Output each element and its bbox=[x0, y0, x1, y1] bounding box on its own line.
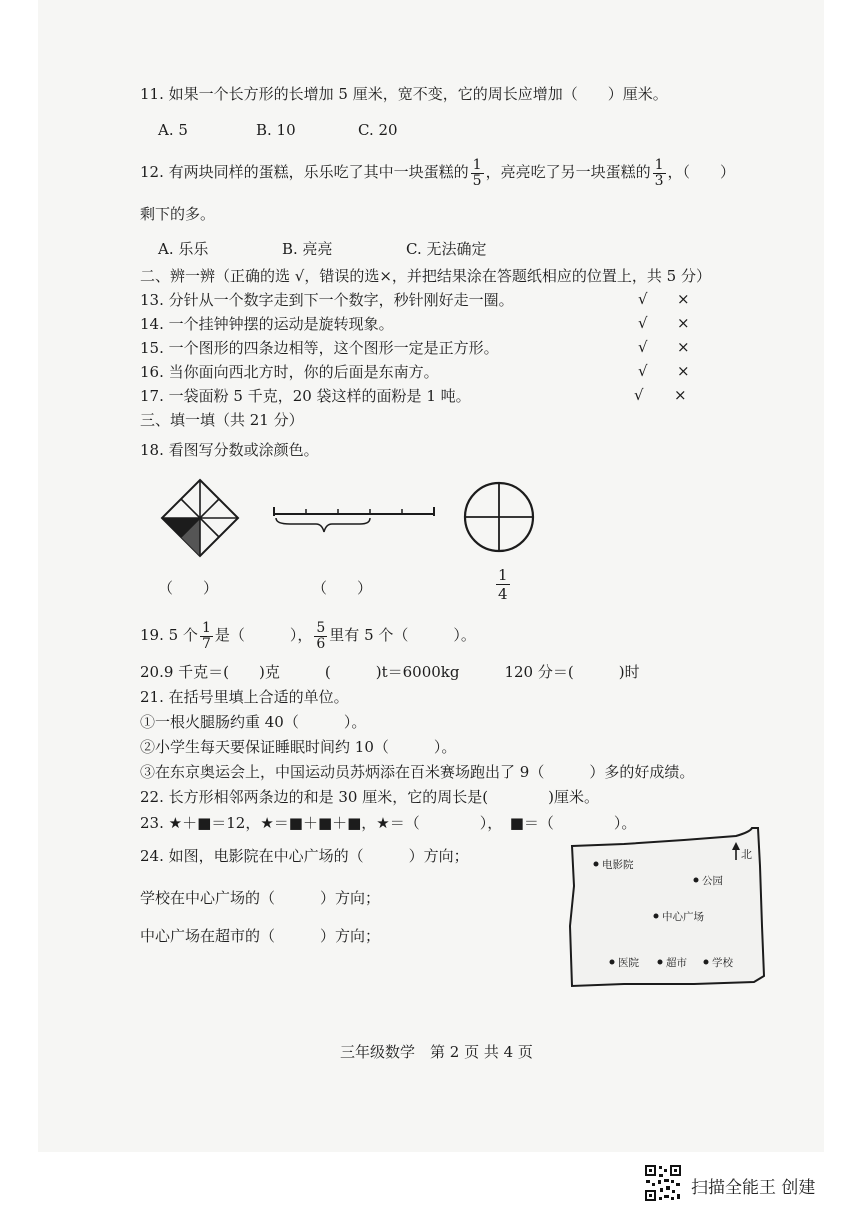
q18-blank-2[interactable]: （ ） bbox=[312, 579, 373, 597]
scanner-brand-text: 扫描全能王 创建 bbox=[691, 1178, 816, 1198]
map-cinema: 电影院 bbox=[602, 859, 634, 871]
scanner-watermark bbox=[644, 1164, 844, 1204]
q21-item-2: ②小学生每天要保证睡眠时间约 10（ ）。 bbox=[140, 738, 457, 756]
circle-quarters-figure bbox=[462, 480, 536, 554]
question-22: 22. 长方形相邻两条边的和是 30 厘米，它的周长是( )厘米。 bbox=[140, 788, 599, 806]
segmented-line-figure bbox=[272, 504, 436, 538]
q21-item-3: ③在东京奥运会上，中国运动员苏炳添在百米赛场跑出了 9（ ）多的好成绩。 bbox=[140, 763, 695, 781]
question-21: 21. 在括号里填上合适的单位。 bbox=[140, 688, 349, 706]
question-12: 12. 有两块同样的蛋糕，乐乐吃了其中一块蛋糕的 $\frac{1}{5}$ ，亮亮吃了另一块蛋糕的 $\frac{1}{3}$ ，（ ） bbox=[140, 156, 736, 189]
q16-true-mark: √ bbox=[638, 362, 648, 380]
q15-true-mark: √ bbox=[638, 338, 648, 356]
question-14: 14. 一个挂钟钟摆的运动是旋转现象。 bbox=[140, 315, 394, 333]
q17-true-mark: √ bbox=[634, 386, 644, 404]
q15-false-mark: × bbox=[677, 338, 690, 356]
question-17: 17. 一袋面粉 5 千克，20 袋这样的面粉是 1 吨。 bbox=[140, 387, 471, 405]
qr-code-icon bbox=[644, 1164, 682, 1202]
q12-option-c: C. 无法确定 bbox=[406, 240, 487, 258]
map-park: 公园 bbox=[702, 875, 723, 887]
q18-blank-1[interactable]: （ ） bbox=[158, 579, 219, 597]
section-3-heading: 三、填一填（共 21 分） bbox=[140, 411, 304, 429]
q13-true-mark: √ bbox=[638, 290, 648, 308]
question-20: 20.9 千克＝( )克 ( )t＝6000kg 120 分＝( )时 bbox=[140, 663, 640, 681]
fraction-one-fifth: $\frac{1}{5}$ bbox=[472, 156, 482, 189]
map-hospital: 医院 bbox=[618, 957, 639, 969]
q11-option-a: A. 5 bbox=[158, 121, 188, 139]
q13-false-mark: × bbox=[677, 290, 690, 308]
q14-true-mark: √ bbox=[638, 314, 648, 332]
question-15: 15. 一个图形的四条边相等，这个图形一定是正方形。 bbox=[140, 339, 499, 357]
q14-false-mark: × bbox=[677, 314, 690, 332]
fraction-one-seventh: $\frac{1}{7}$ bbox=[201, 619, 211, 652]
q12-option-b: B. 亮亮 bbox=[282, 240, 333, 258]
q16-false-mark: × bbox=[677, 362, 690, 380]
fraction-five-sixths: $\frac{5}{6}$ bbox=[316, 619, 326, 652]
question-24-line2: 学校在中心广场的（ ）方向； bbox=[140, 889, 381, 907]
question-16: 16. 当你面向西北方时，你的后面是东南方。 bbox=[140, 363, 439, 381]
map-school: 学校 bbox=[712, 957, 733, 969]
question-13: 13. 分针从一个数字走到下一个数字，秒针刚好走一圈。 bbox=[140, 291, 514, 309]
question-24: 24. 如图，电影院在中心广场的（ ）方向； bbox=[140, 847, 469, 865]
question-12-line2: 剩下的多。 bbox=[140, 205, 216, 223]
north-label: 北 bbox=[741, 848, 752, 861]
section-2-heading: 二、辨一辨（正确的选 √，错误的选×，并把结果涂在答题纸相应的位置上，共 5 分） bbox=[140, 267, 711, 285]
q17-false-mark: × bbox=[674, 386, 687, 404]
q11-option-b: B. 10 bbox=[256, 121, 296, 139]
question-23: 23. ★＋■＝12，★＝■＋■＋■，★＝（ ）， ■＝（ ）。 bbox=[140, 814, 637, 832]
q18-fraction-quarter: $\frac{1}{4}$ bbox=[498, 566, 508, 603]
question-11: 11. 如果一个长方形的长增加 5 厘米，宽不变，它的周长应增加（ ）厘米。 bbox=[140, 85, 668, 103]
q12-option-a: A. 乐乐 bbox=[158, 240, 209, 258]
map-central-square: 中心广场 bbox=[662, 911, 704, 923]
q21-item-1: ①一根火腿肠约重 40（ ）。 bbox=[140, 713, 367, 731]
map-supermarket: 超市 bbox=[666, 957, 687, 969]
fraction-one-third: $\frac{1}{3}$ bbox=[654, 156, 664, 189]
question-18: 18. 看图写分数或涂颜色。 bbox=[140, 441, 319, 459]
question-24-line3: 中心广场在超市的（ ）方向； bbox=[140, 927, 381, 945]
direction-map bbox=[564, 826, 770, 992]
diamond-figure bbox=[160, 478, 240, 558]
page-footer: 三年级数学 第 2 页 共 4 页 bbox=[340, 1043, 533, 1061]
question-19: 19. 5 个 $\frac{1}{7}$ 是（ ）， $\frac{5}{6}$ 里有 5 个（ ）。 bbox=[140, 619, 476, 652]
q11-option-c: C. 20 bbox=[358, 121, 398, 139]
